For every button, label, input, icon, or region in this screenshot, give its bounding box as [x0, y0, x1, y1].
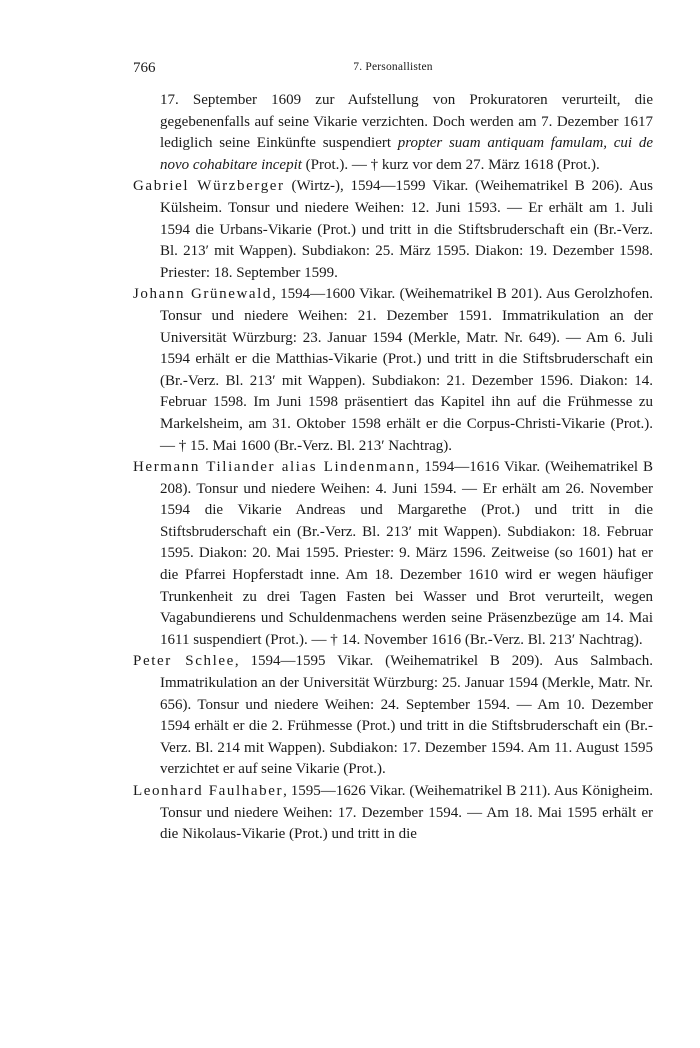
- person-entry: [133, 651, 653, 781]
- entry-text: 17. September 1609 zur Aufstellung von Prokuratoren verurteilt, die gegebenenfalls auf seine Vikarie verzichten. Doch werden am 7. Dezember 1617 lediglich seine Einkünfte suspendiert: [160, 92, 653, 152]
- person-name: Leonhard Faulhaber: [133, 783, 284, 799]
- entry-text: (Prot.). — † kurz vor dem 27. März 1618 (Prot.).: [301, 156, 600, 173]
- entry-text: , 1594—1600 Vikar. (Weihematrikel B 201). Aus Gerolzhofen. Tonsur und niedere Weihen: 21. Dezember 1591. Immatrikulation an der Universität Würzburg: 23. Januar 1594 (Merkle, Matr. Nr. 649). — Am 6. Juli 1594 erhält er die Matthias-Vikarie (Prot.) und tritt in die Stiftsbruderschaft ein (Br.-Verz. Bl. 213′ mit Wappen). Subdiakon: 21. Dezember 1596. Diakon: 14. Februar 1598. Im Juni 1598 präsentiert das Kapitel ihn auf die Frühmesse zu Markelsheim, am 31. Oktober 1598 erhält er die Corpus-Christi-Vikarie (Prot.). — † 15. Mai 1600 (Br.-Verz. Bl. 213′ Nachtrag).: [160, 286, 653, 454]
- latin-quote: propter suam antiquam famulam, cui de novo cohabitare incepit: [160, 135, 654, 173]
- entry-continuation: [133, 90, 653, 176]
- entry-text: , 1595—1626 Vikar. (Weihematrikel B 211). Aus Königheim. Tonsur und niedere Weihen: 17. Dezember 1594. — Am 18. Mai 1595 erhält er die Nikolaus-Vikarie (Prot.) und tritt in die: [160, 783, 653, 843]
- person-name: Peter Schlee: [133, 653, 235, 670]
- person-name: Hermann Tiliander alias Lindenmann: [133, 459, 416, 476]
- running-title: 7. Personallisten: [353, 61, 433, 73]
- entry-text: (Wirtz-), 1594—1599 Vikar. (Weihematrikel B 206). Aus Külsheim. Tonsur und niedere Weihen: 12. Juni 1593. — Er erhält am 1. Juli 1594 die Urbans-Vikarie (Prot.) und tritt in die Stiftsbruderschaft ein (Br.-Verz. Bl. 213′ mit Wappen). Subdiakon: 25. März 1595. Diakon: 19. Dezember 1598. Priester: 18. September 1599.: [160, 178, 653, 281]
- person-name: Johann Grünewald: [133, 286, 273, 303]
- page-header: [133, 60, 653, 80]
- person-entry: [133, 781, 653, 846]
- person-entry: [133, 457, 653, 651]
- entry-text: , 1594—1616 Vikar. (Weihematrikel B 208). Tonsur und niedere Weihen: 4. Juni 1594. — Er erhält am 26. November 1594 die Vikarie Andreas und Margarethe (Prot.) und tritt in die Stiftsbruderschaft ein (Br.-Verz. Bl. 213′ mit Wappen). Subdiakon: 18. Februar 1595. Diakon: 20. Mai 1595. Priester: 9. März 1596. Zeitweise (so 1601) hat er die Pfarrei Hopferstadt inne. Am 18. Dezember 1610 wird er wegen häufiger Trunkenheit zu drei Tagen Fasten bei Wasser und Brot verurteilt, wegen Vagabundierens und Schuldenmachens werden seine Präsenzbezüge am 14. Mai 1611 suspendiert (Prot.). — † 14. November 1616 (Br.-Verz. Bl. 213′ Nachtrag).: [160, 459, 653, 648]
- page-number: 766: [133, 60, 156, 76]
- entry-text: , 1594—1595 Vikar. (Weihematrikel B 209). Aus Salmbach. Immatrikulation an der Universität Würzburg: 25. Januar 1594 (Merkle, Matr. Nr. 656). Tonsur und niedere Weihen: 24. September 1594. — Am 10. Dezember 1594 erhält er die 2. Frühmesse (Prot.) und tritt in die Stiftsbruderschaft ein (Br.-Verz. Bl. 214 mit Wappen). Subdiakon: 17. Dezember 1594. Am 11. August 1595 verzichtet er auf seine Vikarie (Prot.).: [160, 653, 653, 778]
- person-entry: [133, 176, 653, 284]
- person-entry: [133, 284, 653, 457]
- document-body: [133, 90, 653, 846]
- person-name: Gabriel Würzberger: [133, 178, 285, 195]
